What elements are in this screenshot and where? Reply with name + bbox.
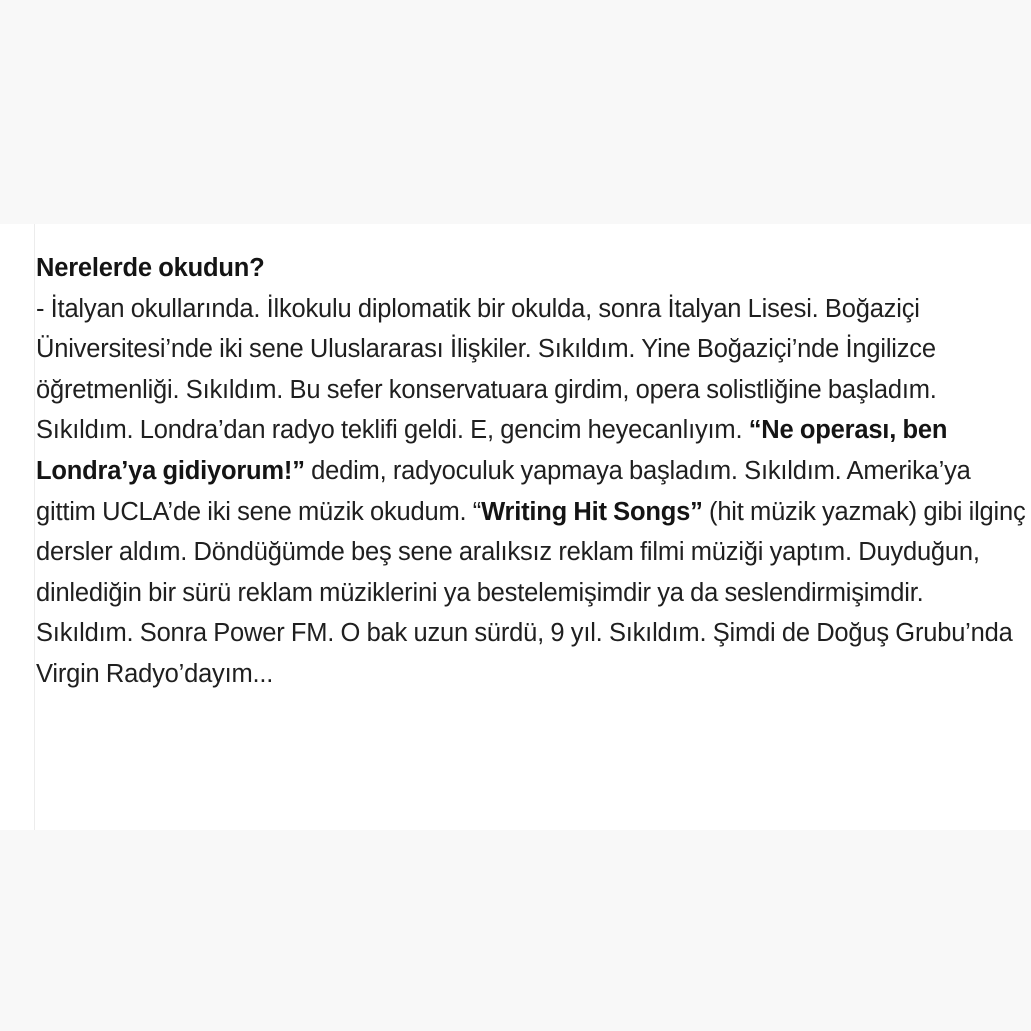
bold-quote-writing-hit-songs: Writing Hit Songs”: [481, 497, 703, 526]
left-divider: [34, 224, 35, 830]
question-heading: Nerelerde okudun?: [36, 254, 265, 282]
interview-answer: [36, 248, 1026, 695]
answer-text-part-1: - İtalyan okullarında. İlkokulu diplomatik bir okulda, sonra İtalyan Lisesi. Boğaziçi Üniversitesi’nde iki sene Uluslararası İlişkiler. Sıkıldım. Yine Boğaziçi’nde İngilizce öğretmenliği. Sıkıldım. Bu sefer konservatuara girdim, opera solistliğine başladım. Sıkıldım. Londra’dan radyo teklifi geldi. E, gencim heyecanlıyım.: [36, 294, 937, 445]
bold-quote-london: “Ne operası, ben Londra’ya gidiyorum!”: [36, 416, 948, 485]
answer-text-part-2: dedim, radyoculuk yapmaya başladım. Sıkıldım. Amerika’ya gittim UCLA’de iki sene müzik okudum. “: [36, 456, 971, 526]
article-card: [0, 224, 1031, 830]
answer-text-part-3: (hit müzik yazmak) gibi ilginç dersler aldım. Döndüğümde beş sene aralıksız reklam filmi müziği yaptım. Duyduğun, dinlediğin bir sürü reklam müziklerini ya bestelemişimdir ya da seslendirmişimdir. Sıkıldım. Sonra Power FM. O bak uzun sürdü, 9 yıl. Sıkıldım. Şimdi de Doğuş Grubu’nda Virgin Radyo’dayım...: [36, 497, 1026, 688]
